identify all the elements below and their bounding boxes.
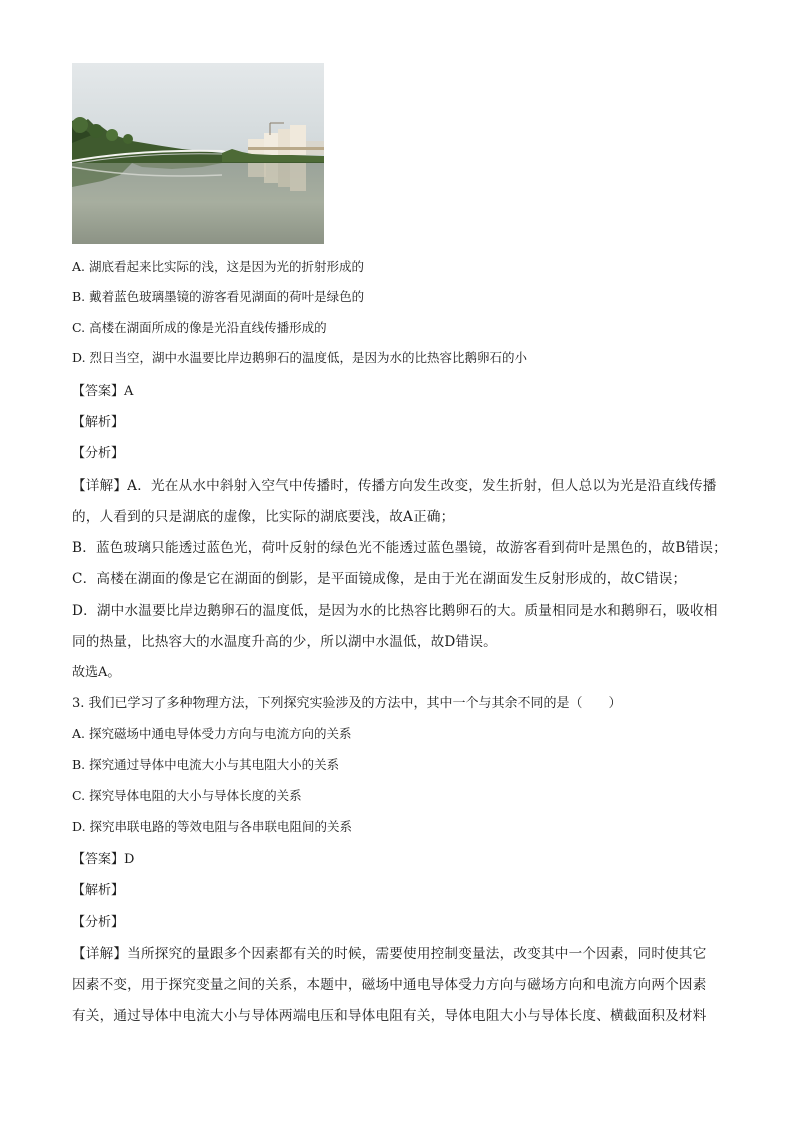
q2-jiexi-heading: 【解析】 — [72, 415, 125, 430]
q2-detail-line: 【详解】A．光在从水中斜射入空气中传播时，传播方向发生改变，发生折射，但人总以为光是沿直线传播 — [72, 478, 717, 494]
q2-option-b: B. 戴着蓝色玻璃墨镜的游客看见湖面的荷叶是绿色的 — [72, 289, 365, 304]
lake-photo — [72, 63, 324, 244]
q2-fenxi-heading: 【分析】 — [72, 446, 125, 461]
q3-fenxi-heading: 【分析】 — [72, 915, 125, 930]
q3-detail-line: 【详解】当所探究的量跟多个因素都有关的时候，需要使用控制变量法，改变其中一个因素，同时使其它 — [72, 946, 707, 962]
q2-detail-line: D．湖中水温要比岸边鹅卵石的温度低，是因为水的比热容比鹅卵石的大。质量相同是水和鹅卵石，吸收相 — [72, 603, 718, 619]
q3-option-a: A. 探究磁场中通电导体受力方向与电流方向的关系 — [72, 726, 352, 741]
q2-option-d: D. 烈日当空，湖中水温要比岸边鹅卵石的温度低，是因为水的比热容比鹅卵石的小 — [72, 350, 528, 365]
q2-option-a: A. 湖底看起来比实际的浅，这是因为光的折射形成的 — [72, 259, 364, 274]
q3-option-b: B. 探究通过导体中电流大小与其电阻大小的关系 — [72, 757, 340, 772]
q2-conclusion: 故选A。 — [72, 665, 121, 680]
q2-answer: 【答案】A — [72, 384, 134, 399]
q2-detail-line: 的，人看到的只是湖底的虚像，比实际的湖底要浅，故A正确； — [72, 509, 455, 525]
q2-detail-line: C．高楼在湖面的像是它在湖面的倒影，是平面镜成像，是由于光在湖面发生反射形成的，故C错误； — [72, 571, 687, 587]
q3-detail-line: 有关，通过导体中电流大小与导体两端电压和导体电阻有关，导体电阻大小与导体长度、横截面积及材料 — [72, 1008, 707, 1024]
q3-option-c: C. 探究导体电阻的大小与导体长度的关系 — [72, 788, 302, 803]
q2-detail-line: 同的热量，比热容大的水温度升高的少，所以湖中水温低，故D错误。 — [72, 634, 497, 650]
q3-answer: 【答案】D — [72, 852, 135, 867]
q3-option-d: D. 探究串联电路的等效电阻与各串联电阻间的关系 — [72, 819, 353, 834]
q2-option-c: C. 高楼在湖面所成的像是光沿直线传播形成的 — [72, 320, 327, 335]
q3-detail-line: 因素不变，用于探究变量之间的关系，本题中，磁场中通电导体受力方向与磁场方向和电流方向两个因素 — [72, 977, 707, 993]
q2-detail-line: B．蓝色玻璃只能透过蓝色光，荷叶反射的绿色光不能透过蓝色墨镜，故游客看到荷叶是黑色的，故B错误； — [72, 540, 727, 556]
q3-jiexi-heading: 【解析】 — [72, 883, 125, 898]
q3-stem: 3. 我们已学习了多种物理方法，下列探究实验涉及的方法中，其中一个与其余不同的是（ ） — [72, 696, 622, 711]
